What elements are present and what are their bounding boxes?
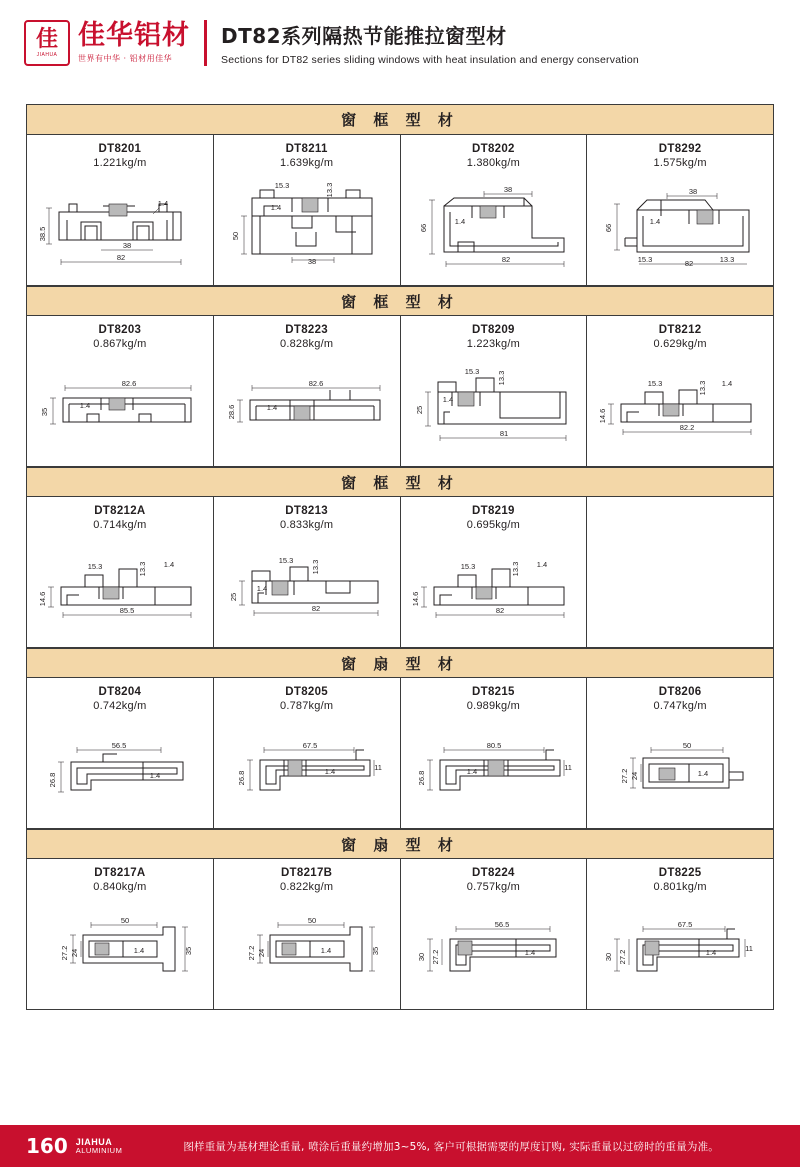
svg-text:85.5: 85.5 [119,605,135,615]
svg-text:1.4: 1.4 [266,403,277,412]
profile-code: DT8211 [285,143,328,155]
profile-drawing-dt8211 [218,169,396,279]
svg-text:28.6: 28.6 [226,404,236,420]
svg-text:26.8: 26.8 [236,770,246,786]
profiles-table [26,104,774,1010]
section-band: 窗 框 型 材 [27,105,773,135]
profile-code: DT8212 [658,324,702,336]
table-row [27,497,773,648]
table-row [27,678,773,829]
profile-code: DT8223 [285,324,328,336]
logo-mark-sub: JIAHUA [36,51,58,58]
svg-text:15.3: 15.3 [465,366,480,376]
profile-cell-empty [587,497,773,647]
svg-text:50: 50 [682,741,692,750]
profile-code: DT8215 [472,686,515,698]
profile-code: DT8212A [94,505,146,517]
page-footer [0,1125,800,1167]
company-logo [24,20,190,66]
section-band: 窗 框 型 材 [27,286,773,316]
svg-text:38: 38 [122,240,132,250]
profile-code: DT8201 [98,143,142,155]
page-title: DT82系列隔热节能推拉窗型材 [221,24,507,48]
svg-text:13.3: 13.3 [310,559,320,574]
profile-cell-dt8292[interactable] [587,135,773,285]
svg-text:82.6: 82.6 [308,379,323,388]
profile-code: DT8209 [472,324,515,336]
profile-code: DT8292 [658,143,702,155]
profile-code: DT8206 [658,686,702,698]
profile-weight: 0.833kg/m [280,519,334,531]
page-header [0,0,800,86]
svg-text:1.4: 1.4 [537,559,548,569]
svg-text:1.4: 1.4 [466,767,478,776]
profile-code: DT8219 [472,505,515,517]
profile-code: DT8203 [98,324,142,336]
svg-text:50: 50 [120,915,130,925]
profile-weight: 0.629kg/m [653,338,707,350]
profile-weight: 0.757kg/m [466,881,520,893]
svg-text:1.4: 1.4 [149,771,161,780]
svg-text:15.3: 15.3 [87,561,103,571]
profile-drawing-dt8215 [405,712,583,822]
profile-weight: 1.639kg/m [280,157,334,169]
svg-text:15.3: 15.3 [461,561,476,571]
svg-text:13.3: 13.3 [511,561,521,576]
profile-weight: 1.223kg/m [466,338,520,350]
profile-cell-dt8219[interactable] [401,497,588,647]
profile-weight: 0.747kg/m [653,700,707,712]
svg-text:50: 50 [307,915,316,925]
svg-text:1.4: 1.4 [79,401,91,410]
section-band: 窗 框 型 材 [27,467,773,497]
profile-drawing-dt8217a [31,893,209,1003]
profile-weight: 0.801kg/m [653,881,707,893]
profile-weight: 0.867kg/m [93,338,147,350]
svg-text:27.2: 27.2 [59,945,69,960]
logo-slogan: 世界有中华 · 铝材用佳华 [78,54,173,64]
footer-brand [76,1137,123,1156]
svg-text:67.5: 67.5 [302,741,317,750]
profile-weight: 0.828kg/m [280,338,334,350]
footer-brand-cn: JIAHUA [75,1136,113,1147]
profile-weight: 0.695kg/m [466,519,520,531]
svg-text:38: 38 [503,184,513,194]
profile-cell-dt8211[interactable] [214,135,401,285]
page-number: 160 [26,1134,68,1158]
footer-note: 图样重量为基材理论重量, 喷涂后重量约增加3~5%, 客户可根据需要的厚度订购, 实际重量以过磅时的重量为准。 [183,1140,719,1153]
profile-code: DT8213 [285,505,328,517]
svg-text:27.2: 27.2 [618,949,628,964]
profile-weight: 1.221kg/m [93,157,147,169]
profile-drawing-dt8202 [405,169,583,279]
svg-text:1.4: 1.4 [163,559,175,569]
profile-drawing-dt8217b [218,893,396,1003]
svg-text:1.4: 1.4 [256,583,267,593]
svg-text:26.8: 26.8 [47,772,57,788]
svg-text:30: 30 [417,952,427,961]
profile-drawing-dt8225 [591,893,769,1003]
svg-text:1.4: 1.4 [443,394,454,404]
profile-code: DT8204 [98,686,142,698]
svg-text:27.2: 27.2 [620,768,630,784]
profile-cell-dt8225[interactable] [587,859,773,1009]
profile-code: DT8205 [285,686,328,698]
svg-text:13.3: 13.3 [324,182,334,197]
svg-text:14.6: 14.6 [411,591,421,606]
profile-weight: 0.787kg/m [280,700,334,712]
svg-text:38.5: 38.5 [37,226,47,241]
profile-drawing-empty [591,507,769,641]
profile-drawing-dt8205 [218,712,396,822]
profile-code: DT8224 [472,867,515,879]
profile-drawing-dt8292 [591,169,769,279]
profile-weight: 0.822kg/m [280,881,334,893]
svg-text:14.6: 14.6 [598,408,608,423]
svg-text:82.6: 82.6 [121,379,137,388]
svg-text:15.3: 15.3 [637,254,652,264]
profile-cell-dt8217a[interactable] [27,859,214,1009]
profile-weight: 0.989kg/m [466,700,520,712]
profile-drawing-dt8201 [31,169,209,279]
svg-text:82: 82 [684,258,693,268]
svg-text:1.4: 1.4 [157,198,169,208]
profile-code: DT8202 [472,143,515,155]
svg-text:82.2: 82.2 [679,422,695,432]
profile-drawing-dt8203 [31,350,209,460]
profile-cell-dt8224[interactable] [401,859,588,1009]
svg-text:13.3: 13.3 [698,380,708,395]
svg-text:66: 66 [418,223,428,232]
svg-text:66: 66 [603,223,613,232]
svg-text:1.4: 1.4 [454,216,466,226]
profile-weight: 0.840kg/m [93,881,147,893]
profile-cell-dt8215[interactable] [401,678,588,828]
svg-text:11: 11 [745,943,754,953]
svg-text:1.4: 1.4 [320,945,331,955]
profile-drawing-dt8209 [405,350,583,460]
header-divider [204,20,207,66]
profile-drawing-dt8223 [218,350,396,460]
profile-cell-dt8212[interactable] [587,316,773,466]
svg-text:1.4: 1.4 [324,767,335,776]
profile-cell-dt8213[interactable] [214,497,401,647]
svg-text:25: 25 [415,405,425,414]
svg-text:82: 82 [311,603,320,613]
profile-drawing-dt8213 [218,531,396,641]
svg-text:1.4: 1.4 [270,202,281,212]
profile-weight: 1.575kg/m [653,157,707,169]
table-row [27,859,773,1009]
profile-cell-dt8202[interactable] [401,135,588,285]
profile-drawing-dt8224 [405,893,583,1003]
svg-text:50: 50 [230,231,240,240]
svg-text:15.3: 15.3 [274,180,289,190]
svg-text:1.4: 1.4 [649,216,660,226]
svg-text:11: 11 [563,763,572,772]
profile-drawing-dt8212 [591,350,769,460]
profile-cell-dt8206[interactable] [587,678,773,828]
profile-cell-dt8217b[interactable] [214,859,401,1009]
svg-text:11: 11 [373,763,382,772]
svg-text:15.3: 15.3 [278,555,293,565]
profile-drawing-dt8212a [31,531,209,641]
svg-text:56.5: 56.5 [111,741,127,750]
profile-cell-dt8223[interactable] [214,316,401,466]
svg-text:38: 38 [688,186,697,196]
svg-text:14.6: 14.6 [37,591,47,606]
svg-text:27.2: 27.2 [431,949,441,964]
svg-text:24: 24 [630,771,640,781]
profile-cell-dt8204[interactable] [27,678,214,828]
profile-weight: 0.742kg/m [93,700,147,712]
svg-text:24: 24 [69,948,79,957]
profile-cell-dt8203[interactable] [27,316,214,466]
profile-weight: 0.714kg/m [93,519,147,531]
svg-text:27.2: 27.2 [246,945,256,960]
section-band: 窗 扇 型 材 [27,829,773,859]
svg-text:56.5: 56.5 [495,919,510,929]
profile-code: DT8217B [280,867,333,879]
profile-cell-dt8201[interactable] [27,135,214,285]
section-band: 窗 扇 型 材 [27,648,773,678]
logo-company-name: 佳华铝材 [78,19,190,51]
svg-text:13.3: 13.3 [719,254,734,264]
svg-text:35: 35 [183,946,193,955]
profile-cell-dt8205[interactable] [214,678,401,828]
svg-text:1.4: 1.4 [705,947,717,957]
profile-drawing-dt8206 [591,712,769,822]
svg-text:13.3: 13.3 [137,561,147,576]
svg-text:1.4: 1.4 [133,945,145,955]
svg-text:82: 82 [496,605,505,615]
svg-text:24: 24 [256,948,266,957]
logo-mark-glyph: 佳 [35,26,58,52]
svg-text:15.3: 15.3 [647,378,663,388]
svg-text:35: 35 [370,946,380,955]
svg-text:82: 82 [501,254,511,264]
svg-text:13.3: 13.3 [497,370,507,385]
profile-code: DT8225 [658,867,702,879]
svg-text:35: 35 [39,407,49,417]
svg-text:30: 30 [604,952,614,961]
footer-brand-en: ALUMINIUM [75,1145,123,1155]
svg-text:1.4: 1.4 [525,947,536,957]
profile-drawing-dt8204 [31,712,209,822]
svg-text:1.4: 1.4 [721,378,733,388]
profile-drawing-dt8219 [405,531,583,641]
svg-text:82: 82 [116,252,126,262]
svg-text:1.4: 1.4 [697,769,709,778]
svg-text:38: 38 [307,256,316,266]
svg-text:81: 81 [500,428,509,438]
profile-cell-dt8209[interactable] [401,316,588,466]
table-row [27,135,773,286]
svg-text:26.8: 26.8 [416,770,426,786]
svg-text:25: 25 [228,592,238,601]
svg-text:67.5: 67.5 [677,919,693,929]
profile-code: DT8217A [94,867,146,879]
logo-mark-icon [24,20,70,66]
profile-cell-dt8212a[interactable] [27,497,214,647]
page-subtitle: Sections for DT82 series sliding windows with heat insulation and energy conservation [221,54,639,66]
svg-text:80.5: 80.5 [486,741,502,750]
table-row [27,316,773,467]
profile-weight: 1.380kg/m [466,157,520,169]
